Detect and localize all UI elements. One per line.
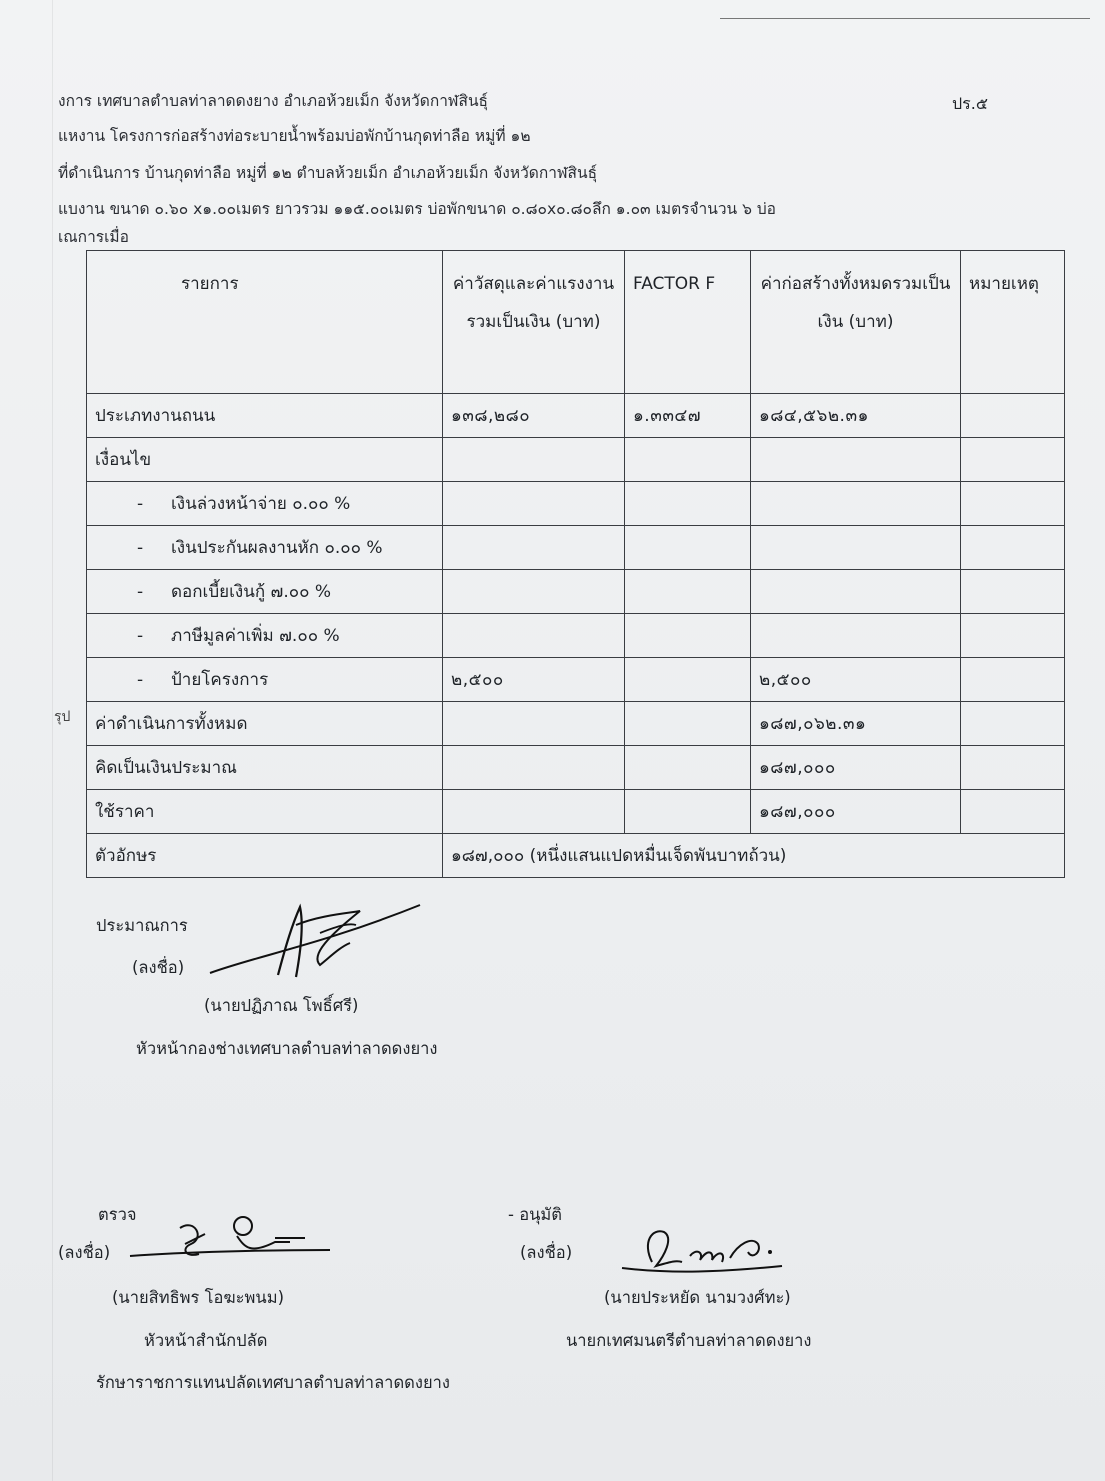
table-row — [87, 790, 1065, 834]
approver-role: - อนุมัติ — [508, 1205, 562, 1224]
checker-name: (นายสิทธิพร โอฆะพนม) — [112, 1288, 285, 1307]
estimate-table — [86, 250, 1065, 878]
row-approx-total: ๑๘๗,๐๐๐ — [751, 746, 961, 790]
estimator-role: ประมาณการ — [96, 916, 188, 935]
header-factor: FACTOR F — [625, 251, 751, 394]
row-conditions-item: เงื่อนไข — [87, 438, 443, 482]
row-total-all-item: ค่าดำเนินการทั้งหมด — [87, 702, 443, 746]
checker-role: ตรวจ — [98, 1205, 137, 1224]
header-spec: แบงาน ขนาด ๐.๖๐ x๑.๐๐เมตร ยาวรวม ๑๑๕.๐๐เมตร บ่อพักขนาด ๐.๘๐x๐.๘๐ลึก ๑.๐๓ เมตรจำนวน ๖ บ่อ — [58, 200, 776, 218]
row-dash: - — [137, 494, 144, 514]
checker-acting: รักษาราชการแทนปลัดเทศบาลตำบลท่าลาดดงยาง — [96, 1373, 450, 1392]
estimator-sign-label: (ลงชื่อ) — [132, 958, 185, 977]
row-road-factor: ๑.๓๓๔๗ — [625, 394, 751, 438]
table-row — [87, 746, 1065, 790]
row-approx-item: คิดเป็นเงินประมาณ — [87, 746, 443, 790]
row-interest-item: ดอกเบี้ยเงินกู้ ๗.๐๐ % — [171, 582, 332, 602]
header-project: แหงาน โครงการก่อสร้างท่อระบายน้ำพร้อมบ่อพักบ้านกุดท่าลือ หมู่ที่ ๑๒ — [58, 127, 531, 145]
estimator-position: หัวหน้ากองช่างเทศบาลตำบลท่าลาดดงยาง — [136, 1039, 438, 1058]
header-material-labor: ค่าวัสดุและค่าแรงงานรวมเป็นเงิน (บาท) — [443, 251, 625, 394]
approver-position: นายกเทศมนตรีตำบลท่าลาดดงยาง — [566, 1331, 812, 1350]
margin-summary-label: รุป — [54, 709, 71, 725]
row-dash: - — [137, 582, 144, 602]
row-price-used-item: ใช้ราคา — [87, 790, 443, 834]
row-sign-total: ๒,๕๐๐ — [751, 658, 961, 702]
row-road-material: ๑๓๘,๒๘๐ — [443, 394, 625, 438]
checker-sign-label: (ลงชื่อ) — [58, 1243, 111, 1262]
table-row — [87, 834, 1065, 878]
table-row — [87, 614, 1065, 658]
header-item: รายการ — [87, 251, 443, 394]
row-guarantee-item: เงินประกันผลงานหัก ๐.๐๐ % — [171, 538, 383, 558]
table-row — [87, 702, 1065, 746]
row-dash: - — [137, 538, 144, 558]
row-in-words-value: ๑๘๗,๐๐๐ (หนึ่งแสนแปดหมื่นเจ็ดพันบาทถ้วน) — [443, 834, 1065, 878]
checker-signature — [125, 1208, 335, 1268]
approver-sign-label: (ลงชื่อ) — [520, 1243, 573, 1262]
row-advance-item: เงินล่วงหน้าจ่าย ๐.๐๐ % — [171, 494, 351, 514]
header-date: เณการเมื่อ — [58, 228, 129, 246]
table-row — [87, 570, 1065, 614]
checker-position: หัวหน้าสำนักปลัด — [144, 1331, 268, 1350]
row-vat-item: ภาษีมูลค่าเพิ่ม ๗.๐๐ % — [171, 626, 340, 646]
row-dash: - — [137, 670, 144, 690]
approver-name: (นายประหยัด นามวงศ์ทะ) — [604, 1288, 791, 1307]
header-agency: งการ เทศบาลตำบลท่าลาดดงยาง อำเภอห้วยเม็ก จังหวัดกาฬสินธุ์ — [58, 92, 489, 110]
row-in-words-item: ตัวอักษร — [87, 834, 443, 878]
table-header-row — [87, 251, 1065, 394]
table-row — [87, 658, 1065, 702]
row-road-item: ประเภทงานถนน — [87, 394, 443, 438]
row-sign-item: ป้ายโครงการ — [171, 670, 269, 690]
header-total-cost: ค่าก่อสร้างทั้งหมดรวมเป็นเงิน (บาท) — [751, 251, 961, 394]
table-row — [87, 526, 1065, 570]
row-sign-material: ๒,๕๐๐ — [443, 658, 625, 702]
estimator-signature — [200, 885, 430, 985]
top-rule — [720, 18, 1090, 19]
page-fold-shadow — [52, 0, 53, 1481]
table-row — [87, 482, 1065, 526]
row-road-total: ๑๘๔,๕๖๒.๓๑ — [751, 394, 961, 438]
header-remark: หมายเหตุ — [961, 251, 1065, 394]
approver-signature — [612, 1222, 792, 1282]
table-row — [87, 438, 1065, 482]
row-total-all-total: ๑๘๗,๐๖๒.๓๑ — [751, 702, 961, 746]
form-code: ปร.๕ — [952, 94, 988, 113]
row-dash: - — [137, 626, 144, 646]
row-price-used-total: ๑๘๗,๐๐๐ — [751, 790, 961, 834]
estimator-name: (นายปฏิภาณ โพธิ์ศรี) — [204, 996, 359, 1015]
table-row — [87, 394, 1065, 438]
header-location: ที่ดำเนินการ บ้านกุดท่าลือ หมู่ที่ ๑๒ ตำบลห้วยเม็ก อำเภอห้วยเม็ก จังหวัดกาฬสินธุ์ — [58, 164, 598, 182]
